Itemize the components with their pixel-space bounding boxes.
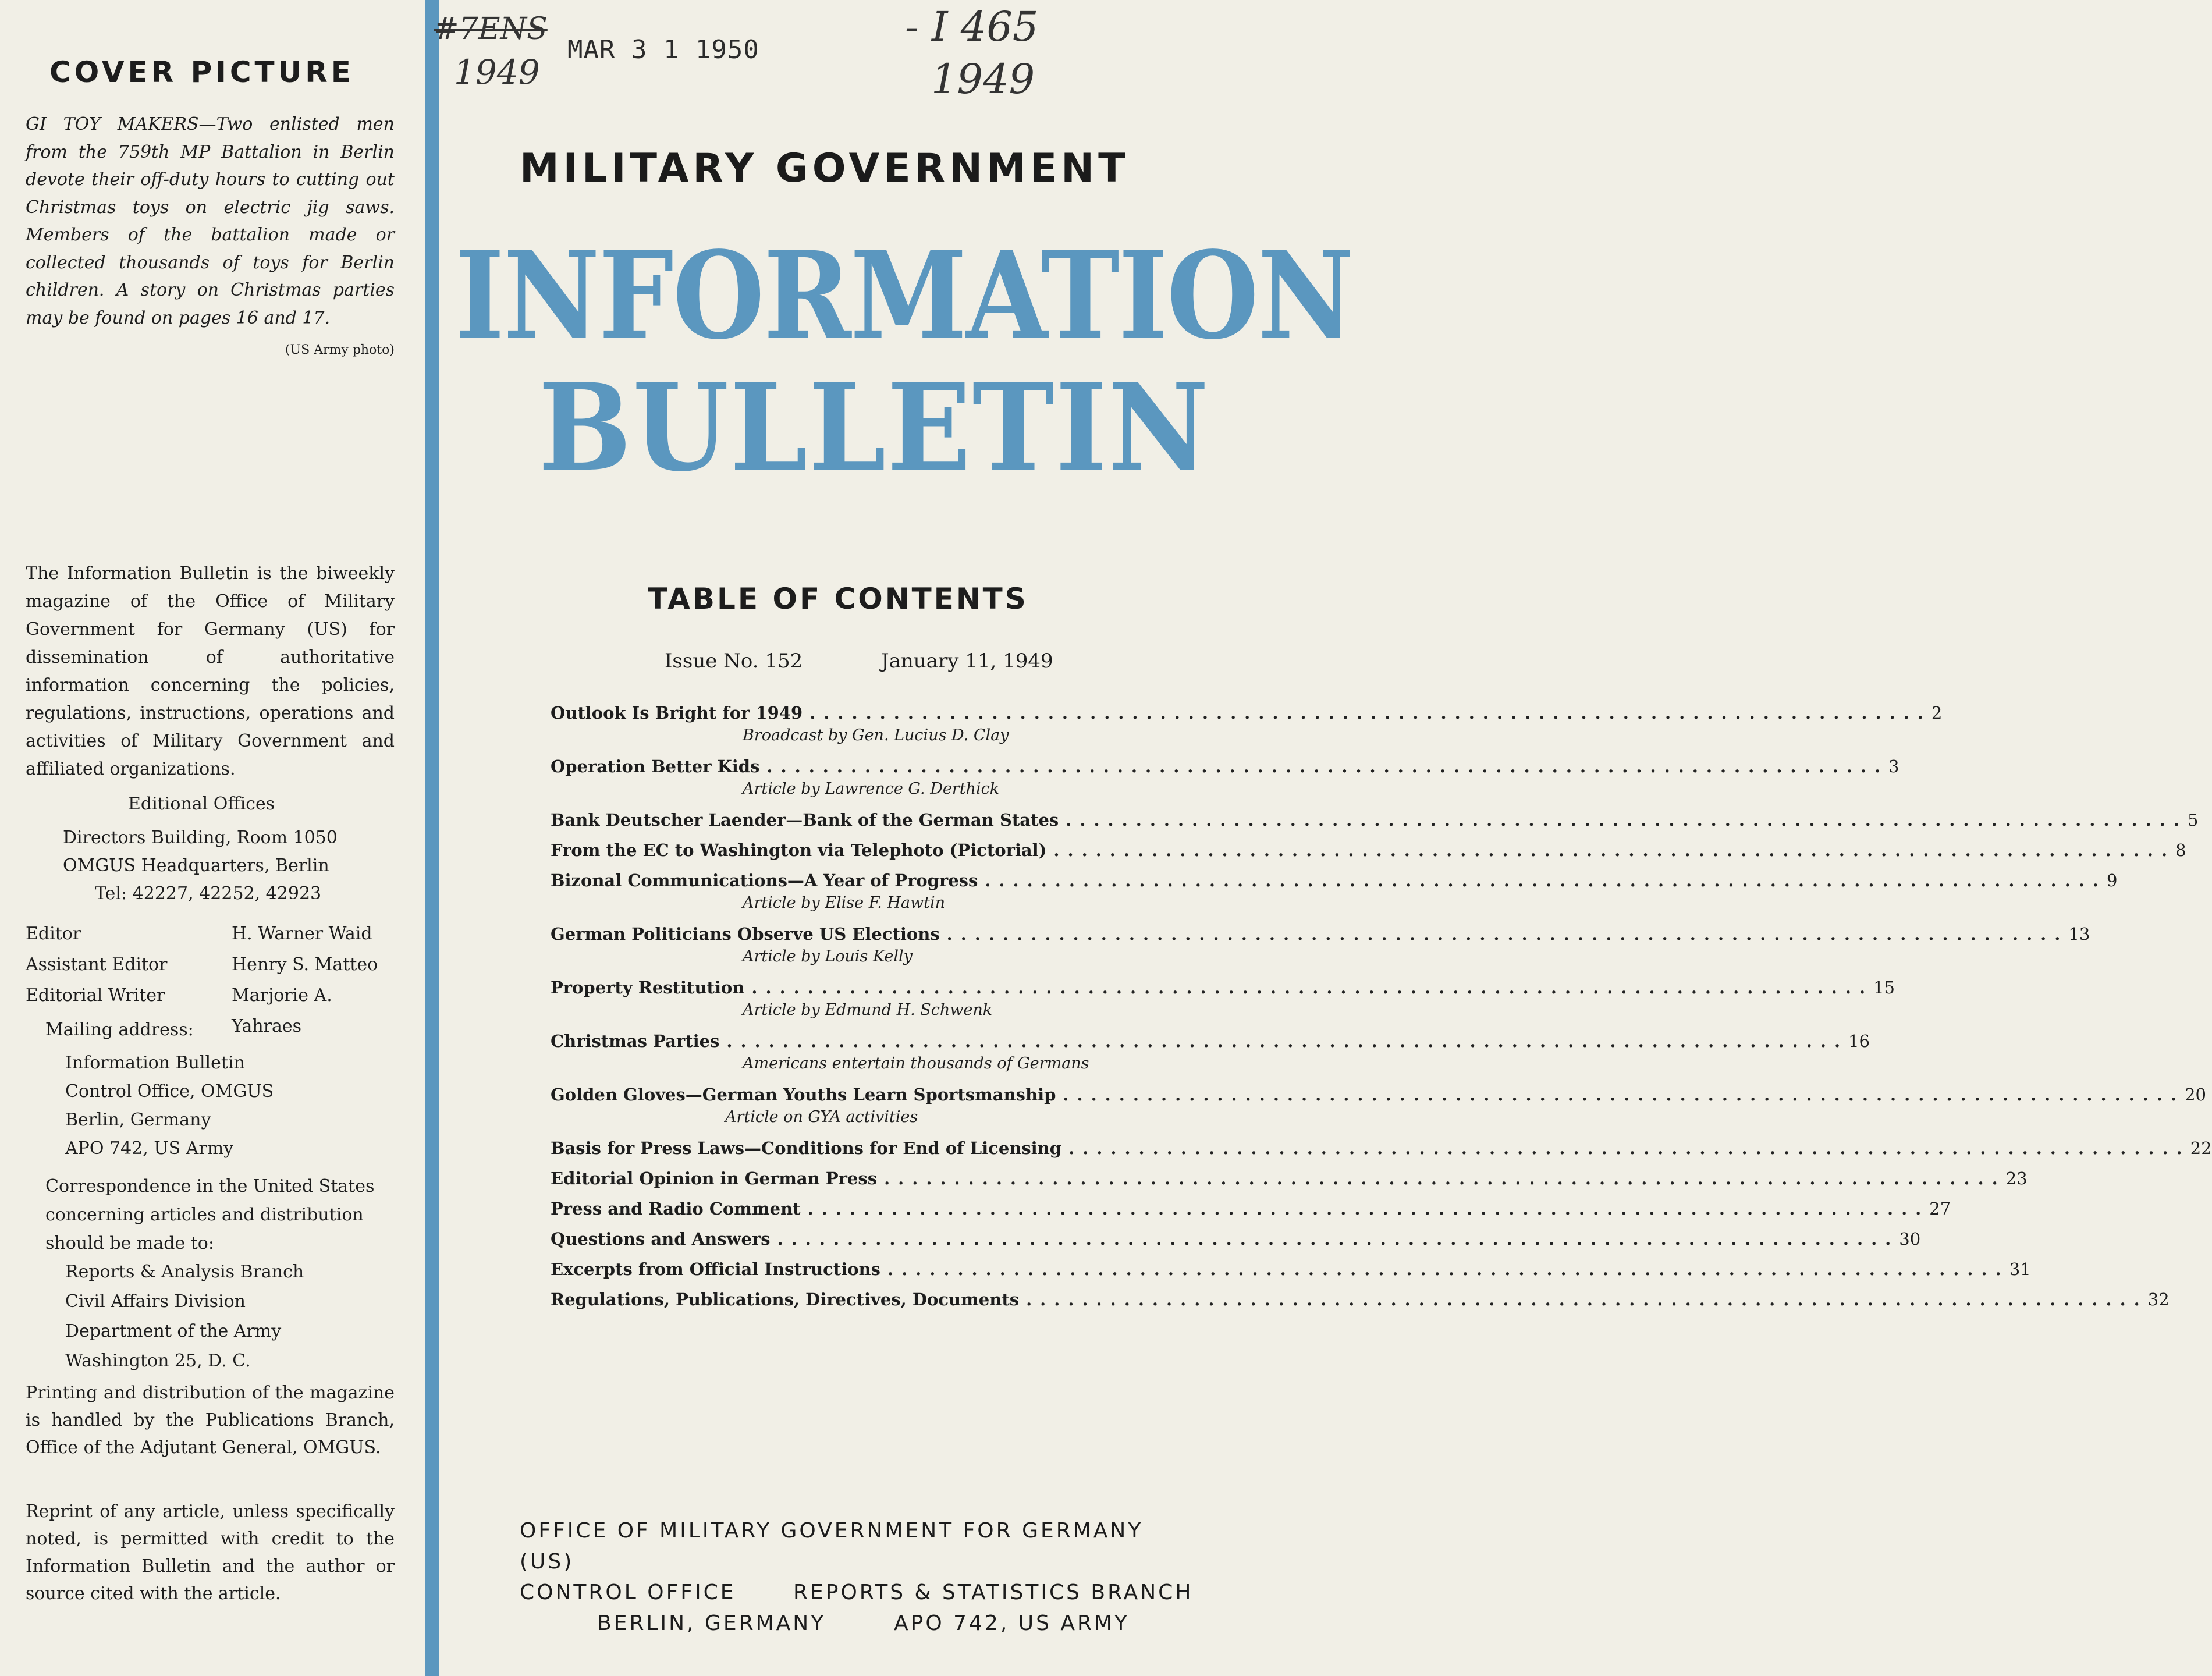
toc-title: Questions and Answers (551, 1229, 771, 1249)
toc-page-number: 2 (1931, 703, 1943, 723)
toc-title: Property Restitution (551, 978, 745, 997)
toc-line (551, 1229, 1921, 1259)
toc-page-number: 9 (2107, 871, 2118, 890)
toc-leader-dots: ................................................................................ (766, 757, 1889, 776)
toc-leader-dots: ................................................................................ (887, 1259, 2009, 1279)
toc-leader-dots: ................................................................................ (946, 924, 2069, 944)
toc-title: Christmas Parties (551, 1031, 720, 1051)
issue-number: Issue No. 152 (665, 649, 803, 673)
toc-entry (551, 1031, 1870, 1085)
toc-heading: TABLE OF CONTENTS (648, 582, 1028, 616)
about-paragraph: The Information Bulletin is the biweekly magazine of the Office of Military Government for Germany (US) for dissemination of authoritative information concerning the policies, regulations, instructions, operations and activities of Military Government and affiliated organizations. (26, 563, 395, 779)
mailing-line: Information Bulletin (65, 1053, 245, 1073)
correspondence-text: Correspondence in the United States concerning articles and distribution should be made to: (45, 1176, 375, 1254)
toc-page-number: 31 (2009, 1259, 2031, 1279)
staff-name: Marjorie A. Yahraes (232, 985, 332, 1036)
toc-page-number: 23 (2005, 1169, 2028, 1188)
toc-title: Basis for Press Laws—Conditions for End of Licensing (551, 1138, 1062, 1158)
toc-list (551, 703, 2212, 1320)
toc-entry (551, 1169, 2028, 1199)
staff-role: Assistant Editor (26, 954, 168, 975)
toc-leader-dots: ................................................................................ (985, 871, 2107, 890)
toc-entry (551, 1085, 2206, 1138)
publisher-footer (520, 1515, 1201, 1639)
toc-page-number: 5 (2187, 810, 2199, 830)
toc-title: Outlook Is Bright for 1949 (551, 703, 803, 723)
toc-title: From the EC to Washington via Telephoto (Pictorial) (551, 840, 1047, 860)
correspondence-address (65, 1257, 304, 1376)
footer-line-3 (520, 1608, 1201, 1639)
issue-date: January 11, 1949 (881, 649, 1053, 673)
toc-page-number: 20 (2185, 1085, 2206, 1105)
handwritten-year-right: 1949 (931, 55, 1035, 103)
footer-city: BERLIN, GERMANY (597, 1611, 826, 1635)
toc-line (551, 1199, 1951, 1229)
correspondence-line: Department of the Army (65, 1321, 282, 1341)
toc-entry (551, 1259, 2031, 1290)
toc-entry (551, 924, 2090, 978)
toc-leader-dots: ................................................................................ (1063, 1085, 2185, 1105)
toc-entry (551, 1199, 1951, 1229)
toc-leader-dots: ................................................................................ (807, 1199, 1930, 1219)
toc-entry (551, 1229, 1921, 1259)
toc-byline: Article by Elise F. Hawtin (743, 894, 946, 912)
offices-address (63, 824, 338, 908)
toc-byline: Article by Edmund H. Schwenk (743, 1001, 993, 1019)
toc-entry (551, 757, 1899, 810)
toc-entry (551, 871, 2118, 924)
toc-title: Bank Deutscher Laender—Bank of the German States (551, 810, 1059, 830)
toc-line (551, 1290, 2170, 1320)
toc-byline: Article on GYA activities (725, 1108, 918, 1126)
toc-entry (551, 1138, 2212, 1169)
offices-heading: Editional Offices (128, 794, 275, 814)
staff-row (26, 949, 395, 980)
staff-row (26, 918, 395, 949)
toc-title: Operation Better Kids (551, 757, 760, 776)
toc-line (551, 810, 2199, 840)
printing-note: Printing and distribution of the magazine is handled by the Publications Branch, Office of the Adjutant General, OMGUS. (26, 1383, 395, 1458)
staff-name: Henry S. Matteo (232, 954, 378, 975)
staff-role: Editorial Writer (26, 985, 165, 1006)
footer-line-1: OFFICE OF MILITARY GOVERNMENT FOR GERMANY (US) (520, 1519, 1144, 1574)
footer-apo: APO 742, US ARMY (894, 1611, 1130, 1635)
cover-caption-text: GI TOY MAKERS—Two enlisted men from the 759th MP Battalion in Berlin devote their off-duty hours to cutting out Christmas toys on electric jig saws. Members of the battalion made or collected thousands of toys for Berlin children. A story on Christmas parties may be found on pages 16 and 17. (26, 114, 395, 328)
cover-picture-heading: COVER PICTURE (49, 55, 354, 89)
staff-role: Editor (26, 924, 81, 944)
toc-title: Press and Radio Comment (551, 1199, 801, 1219)
toc-page-number: 16 (1848, 1031, 1870, 1051)
correspondence-line: Reports & Analysis Branch (65, 1262, 304, 1282)
mailing-line: Control Office, OMGUS (65, 1081, 274, 1102)
staff-name: H. Warner Waid (232, 924, 372, 944)
toc-entry (551, 840, 2186, 871)
received-date-stamp: MAR 3 1 1950 (567, 35, 759, 65)
toc-leader-dots: ................................................................................ (777, 1229, 1899, 1249)
toc-page-number: 8 (2175, 840, 2186, 860)
toc-leader-dots: ................................................................................ (1026, 1290, 2148, 1309)
mailing-heading: Mailing address: (45, 1020, 194, 1040)
correspondence-line: Washington 25, D. C. (65, 1351, 251, 1371)
toc-leader-dots: ................................................................................ (1053, 840, 2176, 860)
toc-page-number: 3 (1888, 757, 1899, 776)
masthead-bulletin: BULLETIN (538, 357, 1210, 498)
toc-leader-dots: ................................................................................ (751, 978, 1874, 997)
toc-entry (551, 1290, 2170, 1320)
toc-byline: Article by Lawrence G. Derthick (743, 780, 1000, 798)
reprint-note: Reprint of any article, unless specifically noted, is permitted with credit to the Information Bulletin and the author or source cited with the article. (26, 1501, 395, 1604)
masthead-top: MILITARY GOVERNMENT (520, 145, 1130, 191)
footer-line-2 (520, 1577, 1201, 1608)
toc-leader-dots: ................................................................................ (809, 703, 1931, 723)
handwritten-id: - I 465 (905, 3, 1039, 51)
cover-caption (26, 111, 395, 364)
correspondence-line: Civil Affairs Division (65, 1291, 246, 1312)
toc-line (551, 1138, 2212, 1169)
masthead-information: INFORMATION (455, 225, 1354, 366)
toc-title: Bizonal Communications—A Year of Progress (551, 871, 978, 890)
toc-page-number: 30 (1899, 1229, 1921, 1249)
toc-title: Excerpts from Official Instructions (551, 1259, 880, 1279)
toc-byline: Article by Louis Kelly (743, 947, 913, 965)
footer-branch: REPORTS & STATISTICS BRANCH (793, 1581, 1194, 1604)
toc-entry (551, 810, 2199, 840)
mailing-line: Berlin, Germany (65, 1110, 211, 1130)
toc-byline: Broadcast by Gen. Lucius D. Clay (743, 726, 1009, 744)
toc-line (551, 1169, 2028, 1199)
toc-entry (551, 703, 1943, 757)
photo-credit: (US Army photo) (285, 343, 395, 357)
mailing-line: APO 742, US Army (65, 1138, 234, 1159)
toc-page-number: 32 (2147, 1290, 2170, 1309)
toc-title: Golden Gloves—German Youths Learn Sportsmanship (551, 1085, 1056, 1105)
offices-line: OMGUS Headquarters, Berlin (63, 855, 329, 876)
toc-page-number: 27 (1929, 1199, 1951, 1219)
toc-byline: Americans entertain thousands of Germans (743, 1054, 1089, 1073)
toc-page-number: 15 (1873, 978, 1895, 997)
toc-page-number: 22 (2190, 1138, 2212, 1158)
toc-page-number: 13 (2068, 924, 2090, 944)
toc-line (551, 840, 2186, 871)
toc-leader-dots: ................................................................................ (726, 1031, 1849, 1051)
vertical-accent-bar (425, 0, 439, 1676)
crossed-out-code: #7ENS (434, 12, 548, 47)
toc-entry (551, 978, 1895, 1031)
handwritten-year-left: 1949 (454, 52, 540, 92)
toc-leader-dots: ................................................................................ (1066, 810, 2188, 830)
footer-control-office: CONTROL OFFICE (520, 1581, 736, 1604)
offices-line: Directors Building, Room 1050 (63, 828, 338, 848)
toc-title: Editorial Opinion in German Press (551, 1169, 878, 1188)
mailing-address (65, 1049, 274, 1163)
offices-line: Tel: 42227, 42252, 42923 (95, 883, 322, 904)
toc-title: German Politicians Observe US Elections (551, 924, 940, 944)
toc-leader-dots: ................................................................................ (884, 1169, 2006, 1188)
toc-title: Regulations, Publications, Directives, Documents (551, 1290, 1020, 1309)
toc-leader-dots: ................................................................................ (1068, 1138, 2190, 1158)
toc-line (551, 1259, 2031, 1290)
